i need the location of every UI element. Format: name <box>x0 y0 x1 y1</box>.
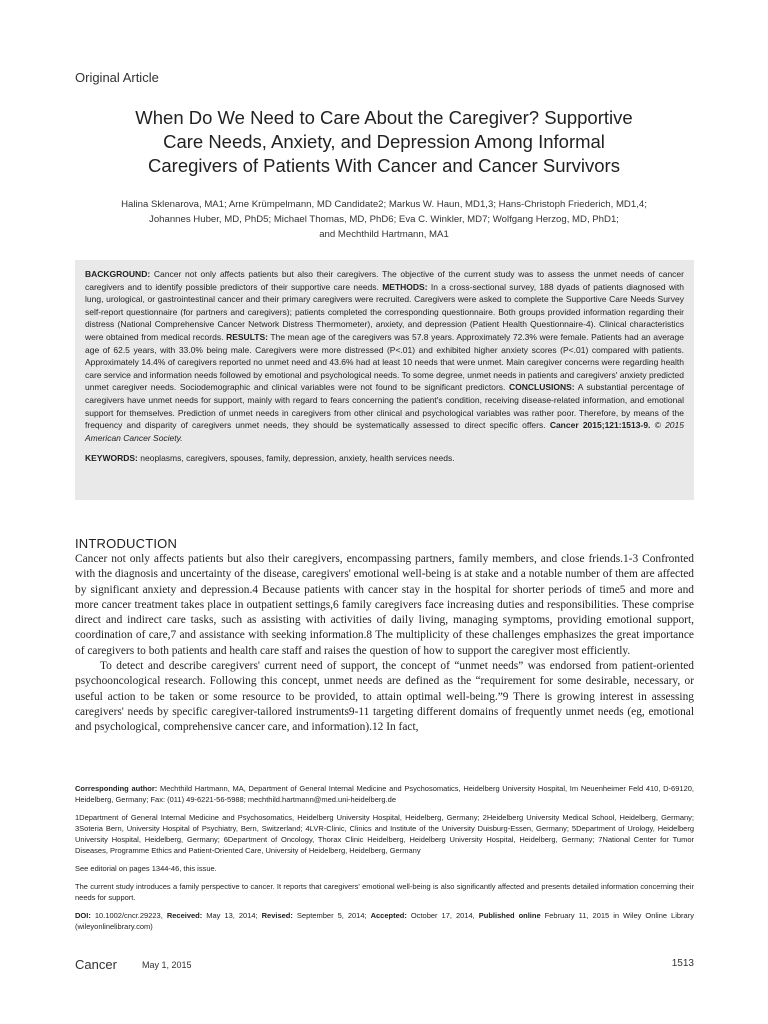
background-label: BACKGROUND: <box>85 269 151 279</box>
corresponding-text: Mechthild Hartmann, MA, Department of General Internal Medicine and Psychosomatics, Heidelberg University Hospital, Im Neuenheimer Feld 410, D-69120, Heidelberg, Germany; Fax: (011) 49-6221-56-5988; mechthild.hartmann@med.uni-heidelberg.de <box>75 784 694 804</box>
article-type-label: Original Article <box>75 70 159 85</box>
title-line-1: When Do We Need to Care About the Caregiver? Supportive <box>135 107 633 128</box>
footer-journal-name: Cancer <box>75 957 117 972</box>
footnotes <box>75 783 694 939</box>
keywords-label: KEYWORDS: <box>85 453 138 464</box>
abstract-box <box>75 260 694 500</box>
keywords <box>85 452 684 464</box>
body-paragraph-2: To detect and describe caregivers' current need of support, the concept of “unmet needs” was endorsed from patient-oriented psychooncological research. Following this concept, unmet needs are defined as the “requirement for some desirable, necessary, or useful action to be taken or some resource to be provided, to attain optimal well-being.”9 There is growing interest in assessing caregivers' needs by specific caregiver-tailored instruments9-11 targeting different domains of frequently unmet needs (eg, emotional and psychological, comprehensive cancer care, and information).12 In fact, <box>75 660 694 734</box>
methods-label: METHODS: <box>382 281 428 292</box>
editorial-note: See editorial on pages 1344-46, this issue. <box>75 864 217 873</box>
body-text <box>75 552 694 736</box>
authors-line-2: Johannes Huber, MD, PhD5; Michael Thomas, MD, PhD6; Eva C. Winkler, MD7; Wolfgang Herzog, MD, PhD1; <box>149 214 619 225</box>
copyright: © 2015 American Cancer Society. <box>85 420 684 443</box>
received-label: Received: <box>166 911 203 920</box>
publication-history <box>75 910 694 932</box>
doi-label: DOI: <box>75 911 91 920</box>
corresponding-author-note <box>75 783 694 805</box>
published-label: Published online <box>478 911 541 920</box>
corresponding-label: Corresponding author: <box>75 784 158 793</box>
accepted-value: October 17, 2014, <box>410 911 475 920</box>
results-label: RESULTS: <box>226 331 268 342</box>
authors-line-1: Halina Sklenarova, MA1; Arne Krümpelmann, MD Candidate2; Markus W. Haun, MD1,3; Hans-Christoph Friederich, MD1,4; <box>121 199 647 210</box>
body-paragraph-1: Cancer not only affects patients but also their caregivers, encompassing partners, family members, and close friends.1-3 Confronted with the diagnosis and uncertainty of the disease, caregivers' emotional well-being is at stake and a notable number of them are affected by significant anxiety and depression.4 Because patients with cancer stay in the hospital for shorter periods of time5 and more and more cancer treatment takes place in outpatient settings,6 family caregivers face increasing duties and responsibilities. These comprise direct and indirect care tasks, such as assisting with activities of daily living, managing symptoms, providing emotional support, coordination of care,7 and assistance with seeking information.8 The multiplicity of these challenges emphasizes the great importance of caregivers to both patients and health care staff and raises the question of how to support the caregiver most efficiently. <box>75 553 694 657</box>
received-value: May 13, 2014; <box>206 911 258 920</box>
article-title <box>60 106 708 178</box>
revised-label: Revised: <box>261 911 293 920</box>
revised-value: September 5, 2014; <box>296 911 367 920</box>
keywords-text: neoplasms, caregivers, spouses, family, depression, anxiety, health services needs. <box>140 453 455 464</box>
methods-text: In a cross-sectional survey, 188 dyads of patients diagnosed with lung, urological, or gastrointestinal cancer and their primary caregivers were recruited. Caregivers were asked to complete the Supportive Care Needs Survey self-report questionnaire (for partners and caregivers); patients completed the corresponding questionnaire. Both groups provided information regarding their distress (National Comprehensive Cancer Network Distress Thermometer), anxiety, and depression (Patient Health Questionnaire-4). Clinical characteristics were obtained from medical records. <box>85 281 684 342</box>
background-text: Cancer not only affects patients but also their caregivers. The objective of the current study was to assess the unmet needs of cancer caregivers and to identify possible predictors of their supportive care needs. <box>85 269 684 292</box>
study-note: The current study introduces a family perspective to cancer. It reports that caregivers' emotional well-being is also significantly affected and presents detailed information concerning their needs for support. <box>75 882 694 902</box>
conclusions-label: CONCLUSIONS: <box>509 382 575 393</box>
authors-line-3: and Mechthild Hartmann, MA1 <box>319 229 449 240</box>
title-line-3: Caregivers of Patients With Cancer and Cancer Survivors <box>148 155 620 176</box>
conclusions-text: A substantial percentage of caregivers have unmet needs for support, mainly with regard to fears concerning the patient's condition, receiving disease-related information, and emotional support for themselves. Prediction of unmet needs in caregivers from other clinical and psychological variables was rather poor. Therefore, by means of the frequency and disparity of caregivers unmet needs, they should be systematically assessed to direct specific offers. <box>85 382 684 431</box>
abstract-text <box>85 268 684 444</box>
footer-date: May 1, 2015 <box>142 960 192 970</box>
results-text: The mean age of the caregivers was 57.8 years. Approximately 72.3% were female. Patients had an average age of 62.5 years, with 33.0% being male. Caregivers were more distressed (P<.01) and exhibited higher anxiety scores (P<.01) compared with patients. Approximately 14.4% of caregivers reported no unmet need and 43.6% had at least 10 needs that were unmet. Main caregiver concerns were regarding health care service and information needs followed by emotional and psychological needs. To some degree, unmet needs in patients and caregivers' anxiety predicted unmet caregiver needs. Sociodemographic and clinical variables were not found to be significant predictors. <box>85 331 684 393</box>
doi-value[interactable]: 10.1002/cncr.29223, <box>94 911 163 920</box>
title-line-2: Care Needs, Anxiety, and Depression Among Informal <box>163 131 605 152</box>
footer-page-number: 1513 <box>671 958 694 969</box>
affiliations-note: 1Department of General Internal Medicine and Psychosomatics, Heidelberg University Hospital, Heidelberg, Germany; 2Heidelberg University Medical School, Heidelberg, Germany; 3Soteria Bern, University Hospital of Psychiatry, Bern, Switzerland; 4LVR-Clinic, Clinics and Institute of the University Duisburg-Essen, Germany; 5Department of Urology, Heidelberg University Hospital, Heidelberg, Germany; 6Department of Oncology, Thorax Clinic Heidelberg, Heidelberg University Hospital, Heidelberg, Germany; 7National Center for Tumor Diseases, Programme Ethics and Patient-Oriented Care, University of Heidelberg, Heidelberg, Germany <box>75 813 694 855</box>
introduction-heading: INTRODUCTION <box>75 536 178 551</box>
accepted-label: Accepted: <box>370 911 407 920</box>
author-list <box>60 197 708 242</box>
citation: Cancer 2015;121:1513-9. <box>549 420 651 431</box>
published-value: February 11, 2015 in Wiley Online Library (wileyonlinelibrary.com) <box>75 911 694 931</box>
